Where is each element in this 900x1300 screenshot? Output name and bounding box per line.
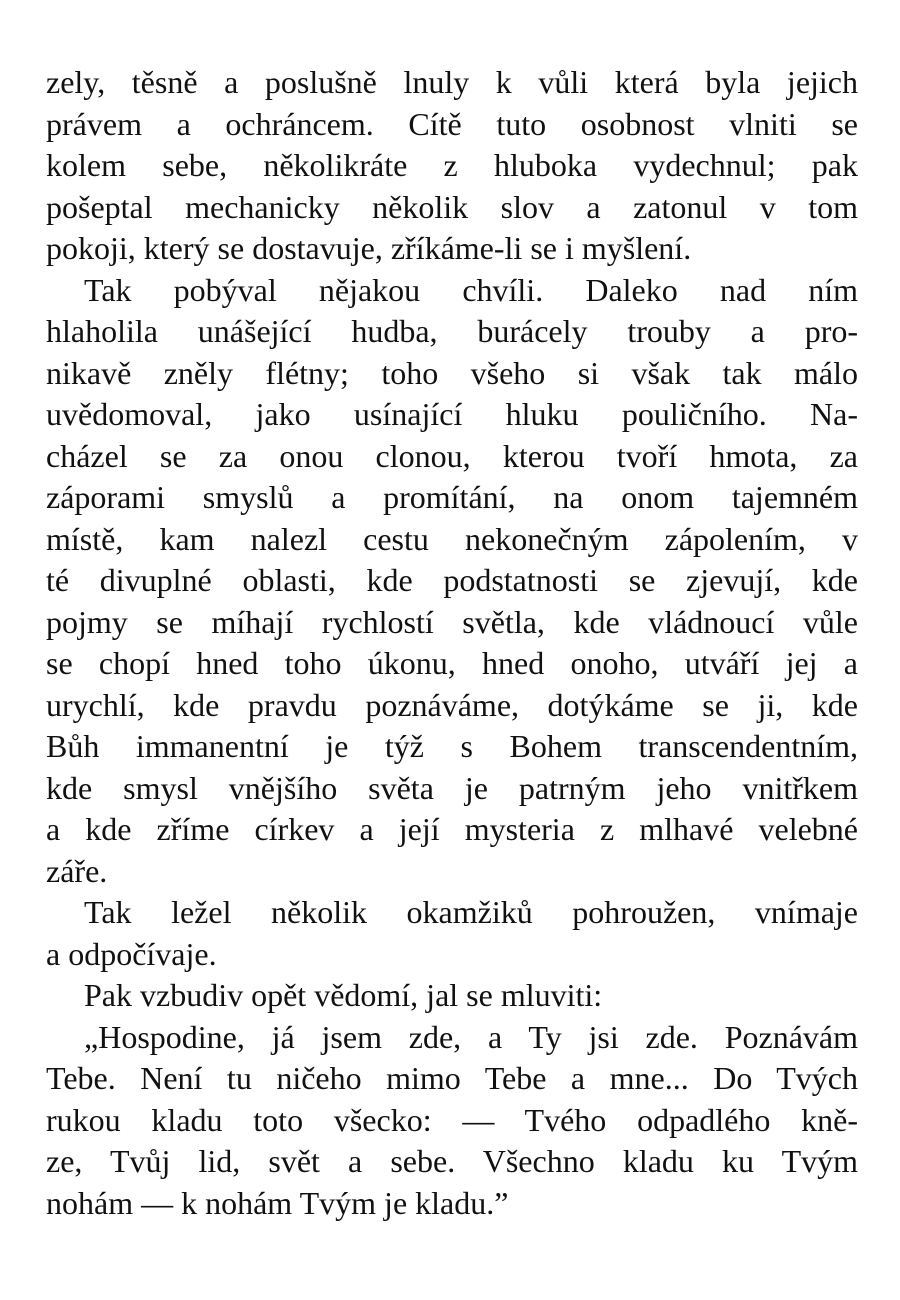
paragraph-5 xyxy=(46,1017,858,1225)
text-line: uvědomoval, jako usínající hluku pouličního. Na- xyxy=(46,396,858,432)
text-line: Bůh immanentní je týž s Bohem transcendentním, xyxy=(46,728,858,764)
text-line: té divuplné oblasti, kde podstatnosti se zjevují, kde xyxy=(46,562,858,598)
text-line: ze, Tvůj lid, svět a sebe. Všechno kladu ku Tvým xyxy=(46,1143,858,1179)
text-line: záporami smyslů a promítání, na onom tajemném xyxy=(46,479,858,515)
text-line: kde smysl vnějšího světa je patrným jeho vnitřkem xyxy=(46,769,858,806)
text-line: zely, těsně a poslušně lnuly k vůli která byla jejich xyxy=(46,64,858,100)
text-line: záře. xyxy=(46,852,108,889)
text-line: rukou kladu toto všecko: — Tvého odpadlého kně- xyxy=(46,1101,858,1138)
paragraph-3 xyxy=(46,892,858,975)
book-page xyxy=(46,62,858,1224)
text-line: a odpočívaje. xyxy=(46,935,217,972)
text-line: a kde zříme církev a její mysteria z mlhavé velebné xyxy=(46,811,858,847)
text-line: pokoji, který se dostavuje, zříkáme-li se i myšlení. xyxy=(46,230,692,266)
text-line: cházel se za onou clonou, kterou tvoří hmota, za xyxy=(46,437,858,474)
text-line: Tak ležel několik okamžiků pohroužen, vnímaje xyxy=(84,894,858,930)
text-line: nohám — k nohám Tvým je kladu.” xyxy=(46,1184,509,1221)
text-line: pošeptal mechanicky několik slov a zatonul v tom xyxy=(46,188,858,225)
text-line: kolem sebe, několikráte z hluboka vydechnul; pak xyxy=(46,147,858,183)
text-line: hlaholila unášející hudba, burácely trouby a pro- xyxy=(46,313,858,349)
text-line: urychlí, kde pravdu poznáváme, dotýkáme se ji, kde xyxy=(46,686,858,723)
paragraph-2 xyxy=(46,270,858,893)
text-line: pojmy se míhají rychlostí světla, kde vládnoucí vůle xyxy=(46,603,858,640)
text-line: místě, kam nalezl cestu nekonečným zápolením, v xyxy=(46,520,858,557)
text-line: se chopí hned toho úkonu, hned onoho, utváří jej a xyxy=(46,645,858,681)
text-line: Pak vzbudiv opět vědomí, jal se mluviti: xyxy=(84,977,603,1013)
paragraph-4 xyxy=(46,975,858,1017)
text-line: nikavě zněly flétny; toho všeho si však tak málo xyxy=(46,354,858,391)
text-line: právem a ochráncem. Cítě tuto osobnost vlniti se xyxy=(46,105,858,142)
text-line: Tebe. Není tu ničeho mimo Tebe a mne... Do Tvých xyxy=(46,1060,858,1096)
paragraph-1 xyxy=(46,62,858,270)
text-line: „Hospodine, já jsem zde, a Ty jsi zde. Poznávám xyxy=(84,1018,858,1055)
text-line: Tak pobýval nějakou chvíli. Daleko nad ním xyxy=(84,271,858,308)
